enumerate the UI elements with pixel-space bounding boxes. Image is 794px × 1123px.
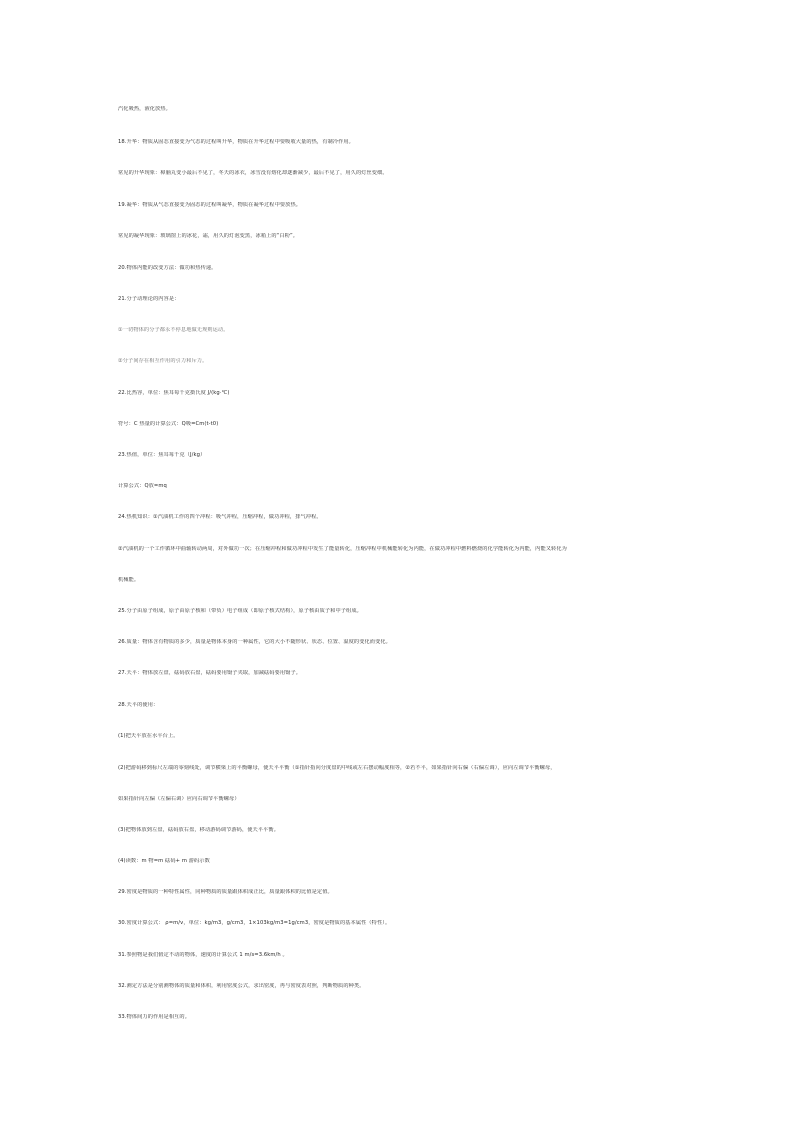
- text-line: 29.密度是物质的一种特性属性，同种物质的质量跟体积成正比，质量跟体积的比值是定值。: [118, 889, 333, 895]
- text-line: ①一切物体的分子都永不停息地做无规则运动。: [118, 327, 229, 333]
- text-line: (1)把天平放在水平台上。: [118, 733, 179, 739]
- text-line: 19.凝华：物质从气态直接变为固态的过程叫凝华，物质在凝华过程中要放热。: [118, 202, 302, 208]
- text-line: 常见的升华现象：樟脑丸变小最后不见了，冬天的冰衣，冰雪没有熔化却逐渐减少，最后不见了，用久的灯丝变细。: [118, 170, 388, 176]
- text-line: 21.分子动理论的内容是：: [118, 296, 180, 302]
- text-line: 31.参照物是我们假定不动的物体，速度的计算公式 1 m/s=3.6km/h 。: [118, 952, 288, 958]
- text-line: 如果指针向左偏（左偏右调）应向右调节平衡螺母）: [118, 796, 240, 802]
- text-line: 25.分子由原子组成，原子由原子核和（带负）电子组成（即原子核式结构），原子核由质子和中子组成。: [118, 608, 362, 614]
- text-line: 24.热机知识：①汽油机工作的四个冲程：吸气冲程，压缩冲程，做功冲程，排气冲程。: [118, 514, 322, 520]
- text-line: 33.物体间力的作用是相互的。: [118, 1014, 190, 1020]
- text-line: 计算公式：Q放=mq: [118, 483, 167, 489]
- text-line: 28.天平的使用：: [118, 702, 159, 708]
- text-line: (3)把物体放到左盘，砝码放右盘，移动游码调节游码，使天平平衡。: [118, 827, 279, 833]
- text-line: 23.热值，单位：焦耳每千克（J/kg）: [118, 452, 206, 458]
- text-line: 27.天平：物体放左盘，砝码放右盘，砝码要用镊子夹取，加减砝码要用镊子。: [118, 670, 302, 676]
- text-line: 常见的凝华现象：玻璃窗上的冰花，霜，用久的灯泡变黑，冰箱上的“白粉”。: [118, 233, 299, 239]
- text-line: ②分子间存在相互作用的引力和斥力。: [118, 358, 208, 364]
- text-line: 20.物体内能的改变方法：做功和热传递。: [118, 265, 217, 271]
- text-line: 汽化吸热，液化放热。: [118, 106, 171, 112]
- text-line: 机械能。: [118, 577, 140, 583]
- text-line: ②汽油机的一个工作循环中曲轴转动两周，对外做功一次；在压缩冲程和做功冲程中发生了能量转化，压缩冲程中机械能转化为内能，在做功冲程中燃料燃烧的化学能转化为内能，内能又转化为: [118, 546, 567, 552]
- text-line: (2)把游码移到标尺左端的零刻线处，调节横梁上的平衡螺母，使天平平衡（①指针指向分度盘的中线或左右摆动幅度相等，②若不平，如果指针向右偏（右偏左调），应向左调节平衡螺母，: [118, 765, 556, 771]
- text-line: 22.比热容，单位：焦耳每千克摄氏度 J/(kg·℃): [118, 390, 230, 396]
- text-line: 18.升华：物质从固态直接变为气态的过程叫升华，物质在升华过程中要吸收大量的热，有制冷作用。: [118, 139, 354, 145]
- text-line: 符号：C 热量的计算公式：Q吸=Cm(t-t0): [118, 421, 219, 427]
- text-line: 30.密度计算公式： ρ=m/v，单位：kg/m3，g/cm3，1×103kg/m3=1g/cm3，密度是物质的基本属性（特性）。: [118, 920, 391, 926]
- text-line: 32.测定方法是分别测物体的质量和体积，利用密度公式，求出密度，再与密度表对照，判断物质的种类。: [118, 983, 365, 989]
- text-line: (4)读数：m 物=m 砝码+ m 游码示数: [118, 858, 210, 864]
- text-line: 26.质量：物体含有物质的多少，质量是物体本身的一种属性，它的大小不随形状、状态、位置、温度的变化而变化。: [118, 639, 391, 645]
